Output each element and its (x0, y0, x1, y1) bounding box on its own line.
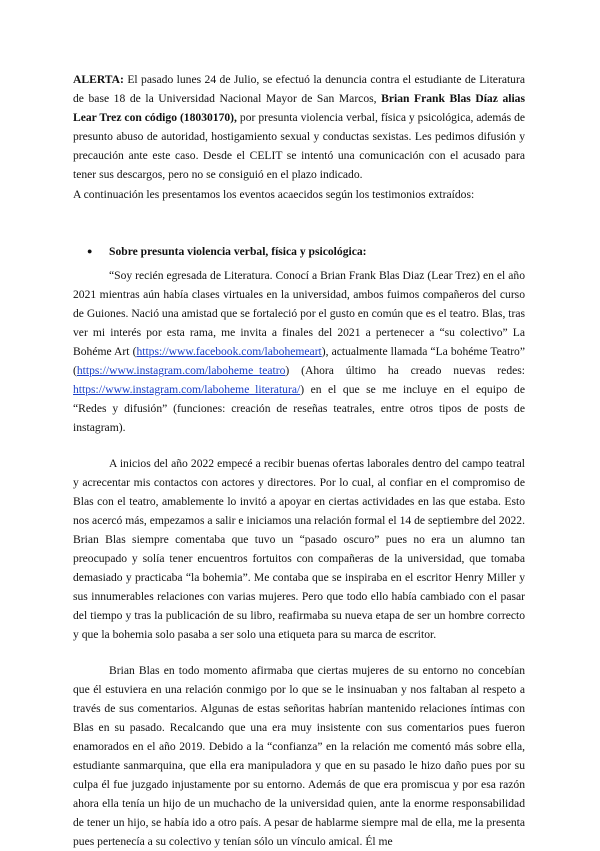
document-page (73, 70, 525, 851)
bullet-icon: ● (87, 246, 93, 256)
p1-text-d: ) en el que se me incluye en el equipo de “Redes y difusión” (funciones: creación de reseñas teatrales, entre otros tipos de posts de instagram). (73, 383, 525, 434)
instagram-teatro-link[interactable]: https://www.instagram.com/laboheme_teatro (76, 364, 286, 377)
alert-label: ALERTA: (73, 73, 124, 86)
testimony-paragraph-1 (73, 266, 525, 437)
section-heading-row (73, 242, 525, 261)
p1-text-a: “Soy recién egresada de Literatura. Conocí a Brian Frank Blas Diaz (Lear Trez) en el año 2021 mientras aún había clases virtuales en la universidad, ambos fuimos compañeros del curso de Guiones. Nació una amistad que se fortaleció por el gusto en común que es el teatro. Blas, tras ver mi interés por esta rama, me invita a finales del 2021 a pertenecer a “su colectivo” La Bohéme Art ( (73, 269, 525, 358)
accused-name: Brian Frank Blas Díaz alias Lear Trez con código (18030170), (73, 92, 525, 124)
instagram-literatura-link[interactable]: https://www.instagram.com/laboheme_literatura/ (73, 383, 301, 396)
alert-paragraph (73, 70, 525, 184)
testimony-paragraph-3: Brian Blas en todo momento afirmaba que ciertas mujeres de su entorno no concebían que él estuviera en una relación conmigo por lo que se le insinuaban y nos faltaban al respeto a través de sus comentarios. Algunas de estas señoritas habrían mantenido relaciones íntimas con Blas en su pasado. Recalcando que una era muy insistente con sus comentarios pues fueron enamorados en el año 2019. Debido a la “confianza” en la relación me comentó más sobre ella, estudiante sanmarquina, que ella era manipuladora y que en su pasado le hizo daño pues por su culpa él fue juzgado injustamente por su entorno. Además de que era promiscua y por esa razón ahora ella tenía un hijo de un muchacho de la universidad quien, ante la enorme responsabilidad de tener un hijo, se había ido a otro país. A pesar de hablarme siempre mal de ella, me la presenta pues pertenecía a su colectivo y tenían sólo un vínculo amical. Él me (73, 664, 525, 848)
facebook-link[interactable]: https://www.facebook.com/labohemeart (136, 345, 322, 358)
alert-text-continued: por presunta violencia verbal, física y psicológica, además de presunto abuso de autoridad, hostigamiento sexual y conductas sexistas. Les pedimos difusión y precaución ante este caso. Desde el CELIT se intentó una comunicación con el acusado para tener sus descargos, pero no se consiguió en el plazo indicado. (73, 111, 526, 181)
p1-text-c: ) (Ahora último ha creado nuevas redes: (285, 364, 525, 377)
p1-text-b: ), actualmente llamada “La bohéme Teatro” ( (73, 345, 525, 377)
section-heading: Sobre presunta violencia verbal, física y psicológica: (109, 245, 367, 258)
testimony-paragraph-2: A inicios del año 2022 empecé a recibir buenas ofertas laborales dentro del campo teatral y acrecentar mis contactos con actores y directores. Por lo cual, al confiar en el compromiso de Blas con el teatro, amablemente lo invitó a apoyar en ciertas actividades en las que estaba. Esto nos acercó más, empezamos a salir e iniciamos una relación formal el 14 de septiembre del 2022. Brian Blas siempre comentaba que tuvo un “pasado oscuro” pues no era un alumno tan preocupado y solía tener encuentros fortuitos con compañeras de la universidad, que tomaba demasiado y practicaba “la bohemia”. Me contaba que se inspiraba en el escritor Henry Miller y sus innumerables relaciones con varias mujeres. Pero que todo ello había cambiado con el pasar del tiempo y tras la publicación de su libro, reafirmaba su nueva etapa de ser un hombre correcto y que la bohemia solo pasaba a ser solo una etiqueta para su marca de escritor. (73, 457, 525, 641)
alert-text: El pasado lunes 24 de Julio, se efectuó la denuncia contra el estudiante de Literatura de base 18 de la Universidad Nacional Mayor de San Marcos, (73, 73, 525, 105)
intro-text: A continuación les presentamos los eventos acaecidos según los testimonios extraídos: (73, 188, 475, 201)
